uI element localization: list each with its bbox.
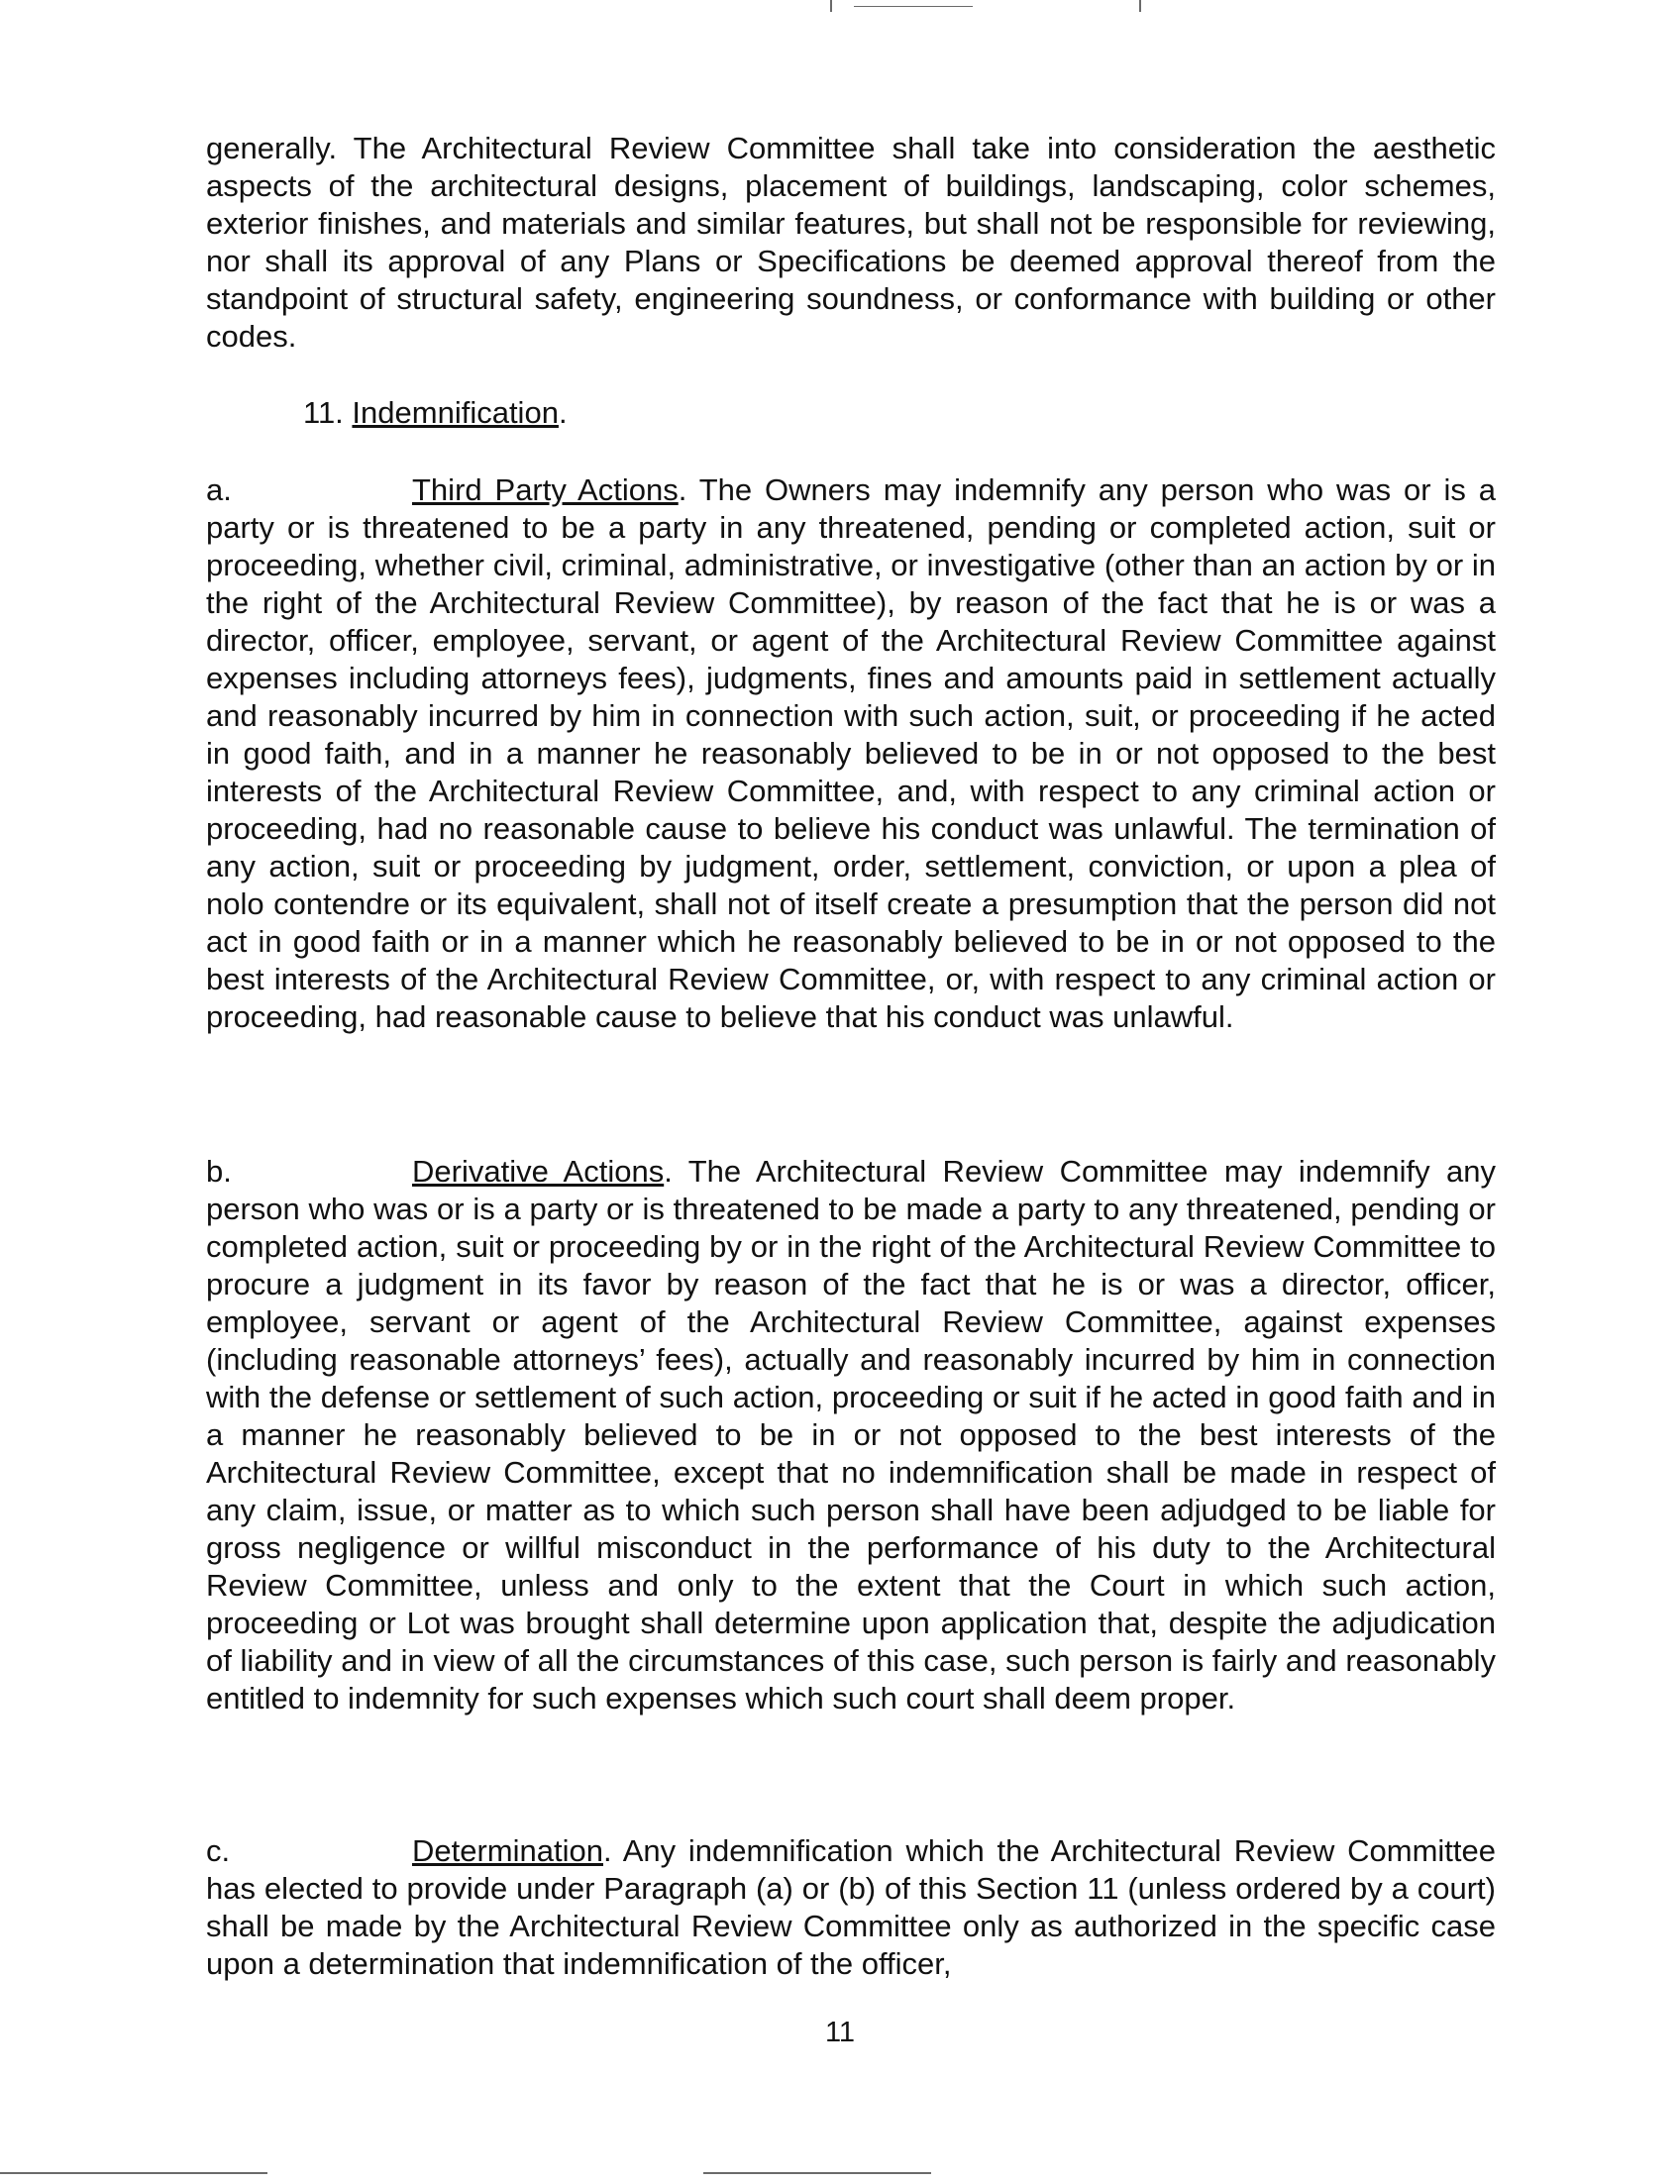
paragraph-a-body: The Owners may indemnify any person who was or is a party or is threatened to be a party in any threatened, pending or completed action, suit or proceeding, whether civil, criminal, administrative, or investigative (other than an action by or in the right of the Architectural Review Committee), by reason of the fact that he is or was a director, officer, employee, servant, or agent of the Architectural Review Committee against expenses including attorneys fees), judgments, fines and amounts paid in settlement actually and reasonably incurred by him in connection with such action, suit, or proceeding if he acted in good faith, and in a manner he reasonably believed to be in or not opposed to the best interests of the Architectural Review Committee, and, with respect to any criminal action or proceeding, had no reasonable cause to believe his conduct was unlawful. The termination of any action, suit or proceeding by judgment, order, settlement, conviction, or upon a plea of nolo contendre or its equivalent, shall not of itself create a presumption that the person did not act in good faith or in a manner which he reasonably believed to be in or not opposed to the best interests of the Architectural Review Committee, or, with respect to any criminal action or proceeding, had reasonable cause to believe that his conduct was unlawful.: [206, 472, 1497, 1034]
paragraph-c-label: c.: [206, 1833, 231, 1868]
scan-mark-bottom-1: [0, 2172, 267, 2174]
section-11-title-suffix: .: [558, 395, 568, 430]
paragraph-a-heading: Third Party Actions: [412, 472, 679, 507]
paragraph-a-heading-suffix: .: [678, 472, 687, 507]
paragraph-generally-text: generally. The Architectural Review Committee shall take into consideration the aesthetic aspects of the architectural designs, placement of buildings, landscaping, color schemes, exterior finishes, and materials and similar features, but shall not be responsible for reviewing, nor shall its approval of any Plans or Specifications be deemed approval thereof from the standpoint of structural safety, engineering soundness, or conformance with building or other codes.: [206, 131, 1496, 354]
section-11-number: 11.: [303, 395, 344, 430]
page-number: 11: [824, 2017, 856, 2048]
scan-mark-bottom-2: [703, 2172, 931, 2174]
paragraph-c: [206, 1832, 1496, 1983]
scan-mark-top-3: [1139, 0, 1141, 12]
paragraph-c-body: Any indemnification which the Architectural Review Committee has elected to provide under Paragraph (a) or (b) of this Section 11 (unless ordered by a court) shall be made by the Architectural Review Committee only as authorized in the specific case upon a determination that indemnification of the officer,: [206, 1833, 1496, 1981]
paragraph-a: [206, 471, 1496, 1036]
paragraph-b-heading: Derivative Actions: [412, 1154, 665, 1189]
paragraph-b-heading-suffix: .: [664, 1154, 673, 1189]
scan-mark-top-2: [830, 0, 832, 12]
section-11-heading: [303, 394, 568, 432]
paragraph-a-label: a.: [206, 472, 232, 507]
paragraph-b-label: b.: [206, 1154, 232, 1189]
paragraph-c-heading: Determination: [412, 1833, 603, 1868]
paragraph-generally: [206, 130, 1496, 356]
paragraph-b-body: The Architectural Review Committee may indemnify any person who was or is a party or is threatened to be made a party to any threatened, pending or completed action, suit or proceeding by or in the right of the Architectural Review Committee to procure a judgment in its favor by reason of the fact that he is or was a director, officer, employee, servant or agent of the Architectural Review Committee, against expenses (including reasonable attorneys’ fees), actually and reasonably incurred by him in connection with the defense or settlement of such action, proceeding or suit if he acted in good faith and in a manner he reasonably believed to be in or not opposed to the best interests of the Architectural Review Committee, except that no indemnification shall be made in respect of any claim, issue, or matter as to which such person shall have been adjudged to be liable for gross negligence or willful misconduct in the performance of his duty to the Architectural Review Committee, unless and only to the extent that the Court in which such action, proceeding or Lot was brought shall determine upon application that, despite the adjudication of liability and in view of all the circumstances of this case, such person is fairly and reasonably entitled to indemnity for such expenses which such court shall deem proper.: [206, 1154, 1496, 1716]
section-11-title: Indemnification: [352, 395, 559, 430]
paragraph-c-heading-suffix: .: [602, 1833, 612, 1868]
scan-mark-top-1: [854, 6, 973, 7]
paragraph-b: [206, 1153, 1496, 1717]
